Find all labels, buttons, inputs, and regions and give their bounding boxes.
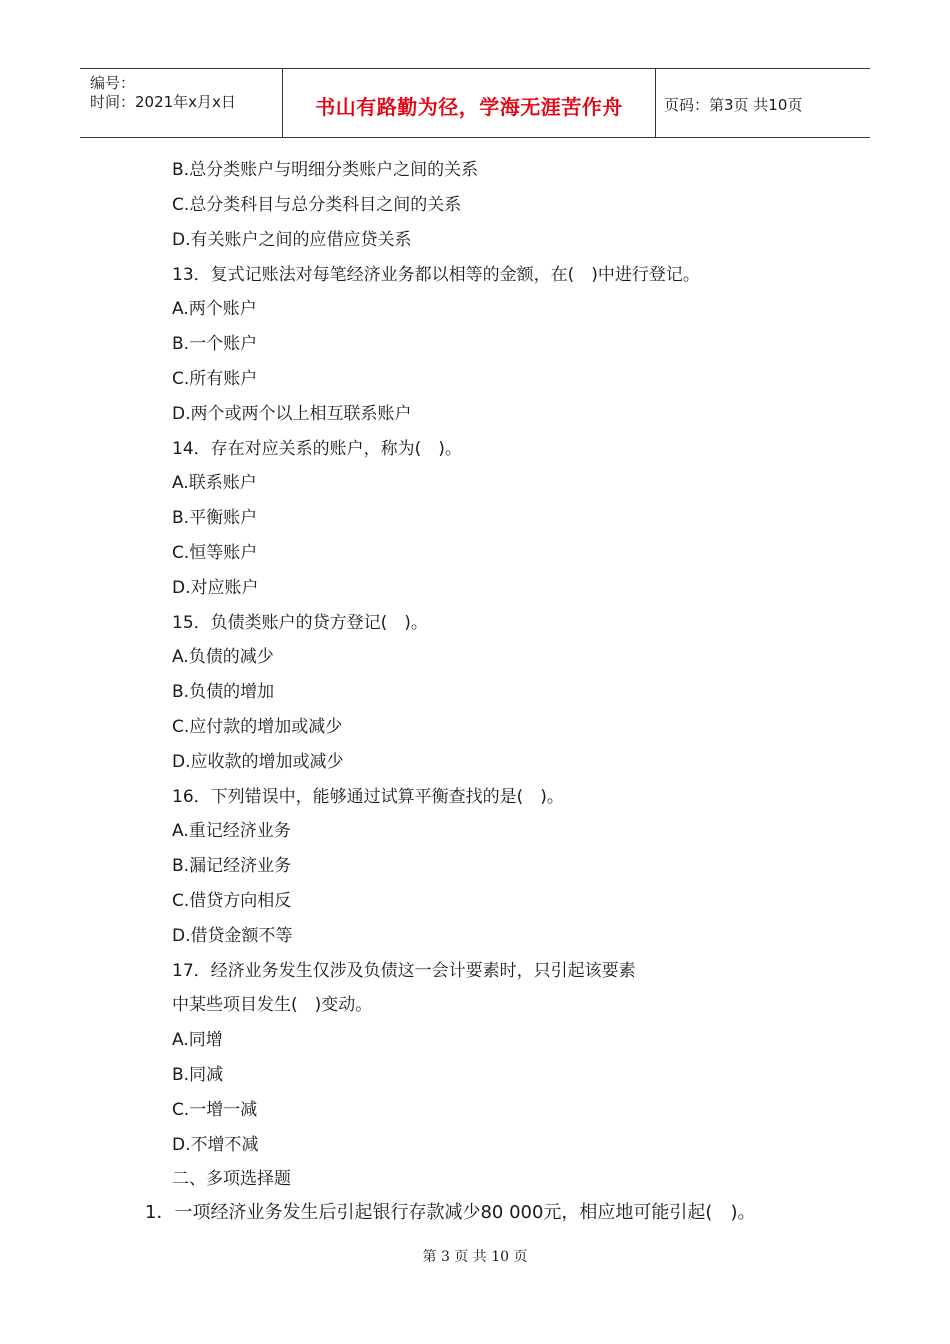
time-label: 时间：2021年x月x日 xyxy=(90,93,236,111)
question-line: 14．存在对应关系的账户，称为( )。 xyxy=(172,439,462,459)
question-line: 1．一项经济业务发生后引起银行存款减少80 000元，相应地可能引起( )。 xyxy=(145,1202,756,1223)
option-line: B.同减 xyxy=(172,1065,224,1085)
question-line-continued: 中某些项目发生( )变动。 xyxy=(172,995,373,1015)
motto: 书山有路勤为径，学海无涯苦作舟 xyxy=(315,95,623,119)
option-line: A.两个账户 xyxy=(172,299,257,319)
option-line: D.不增不减 xyxy=(172,1135,259,1155)
number-label: 编号： xyxy=(90,74,136,92)
question-line: 16．下列错误中，能够通过试算平衡查找的是( )。 xyxy=(172,787,564,807)
option-line: C.借贷方向相反 xyxy=(172,891,292,911)
page-header xyxy=(80,68,870,138)
page-info: 页码：第3页 共10页 xyxy=(664,96,803,114)
option-line: B.平衡账户 xyxy=(172,508,258,528)
option-line: B.一个账户 xyxy=(172,334,258,354)
option-line: C.恒等账户 xyxy=(172,543,258,563)
option-line: A.重记经济业务 xyxy=(172,821,291,841)
question-line: 15．负债类账户的贷方登记( )。 xyxy=(172,613,428,633)
section-heading: 二、多项选择题 xyxy=(172,1169,291,1189)
header-page-cell xyxy=(656,69,870,137)
option-line: D.两个或两个以上相互联系账户 xyxy=(172,404,412,424)
question-line: 17．经济业务发生仅涉及负债这一会计要素时，只引起该要素 xyxy=(172,961,636,981)
option-line: B.漏记经济业务 xyxy=(172,856,292,876)
header-meta-cell xyxy=(80,69,283,137)
option-line: C.应付款的增加或减少 xyxy=(172,717,343,737)
option-line: D.应收款的增加或减少 xyxy=(172,752,344,772)
option-line: D.借贷金额不等 xyxy=(172,926,293,946)
option-line: C.总分类科目与总分类科目之间的关系 xyxy=(172,195,462,215)
option-line: B.总分类账户与明细分类账户之间的关系 xyxy=(172,160,479,180)
option-line: C.一增一减 xyxy=(172,1100,258,1120)
option-line: D.对应账户 xyxy=(172,578,259,598)
header-motto-cell xyxy=(283,69,656,137)
option-line: D.有关账户之间的应借应贷关系 xyxy=(172,230,412,250)
option-line: C.所有账户 xyxy=(172,369,258,389)
option-line: B.负债的增加 xyxy=(172,682,275,702)
question-line: 13．复式记账法对每笔经济业务都以相等的金额，在( )中进行登记。 xyxy=(172,265,700,285)
page-footer: 第 3 页 共 10 页 xyxy=(422,1249,528,1265)
option-line: A.负债的减少 xyxy=(172,647,274,667)
option-line: A.同增 xyxy=(172,1030,223,1050)
option-line: A.联系账户 xyxy=(172,473,257,493)
